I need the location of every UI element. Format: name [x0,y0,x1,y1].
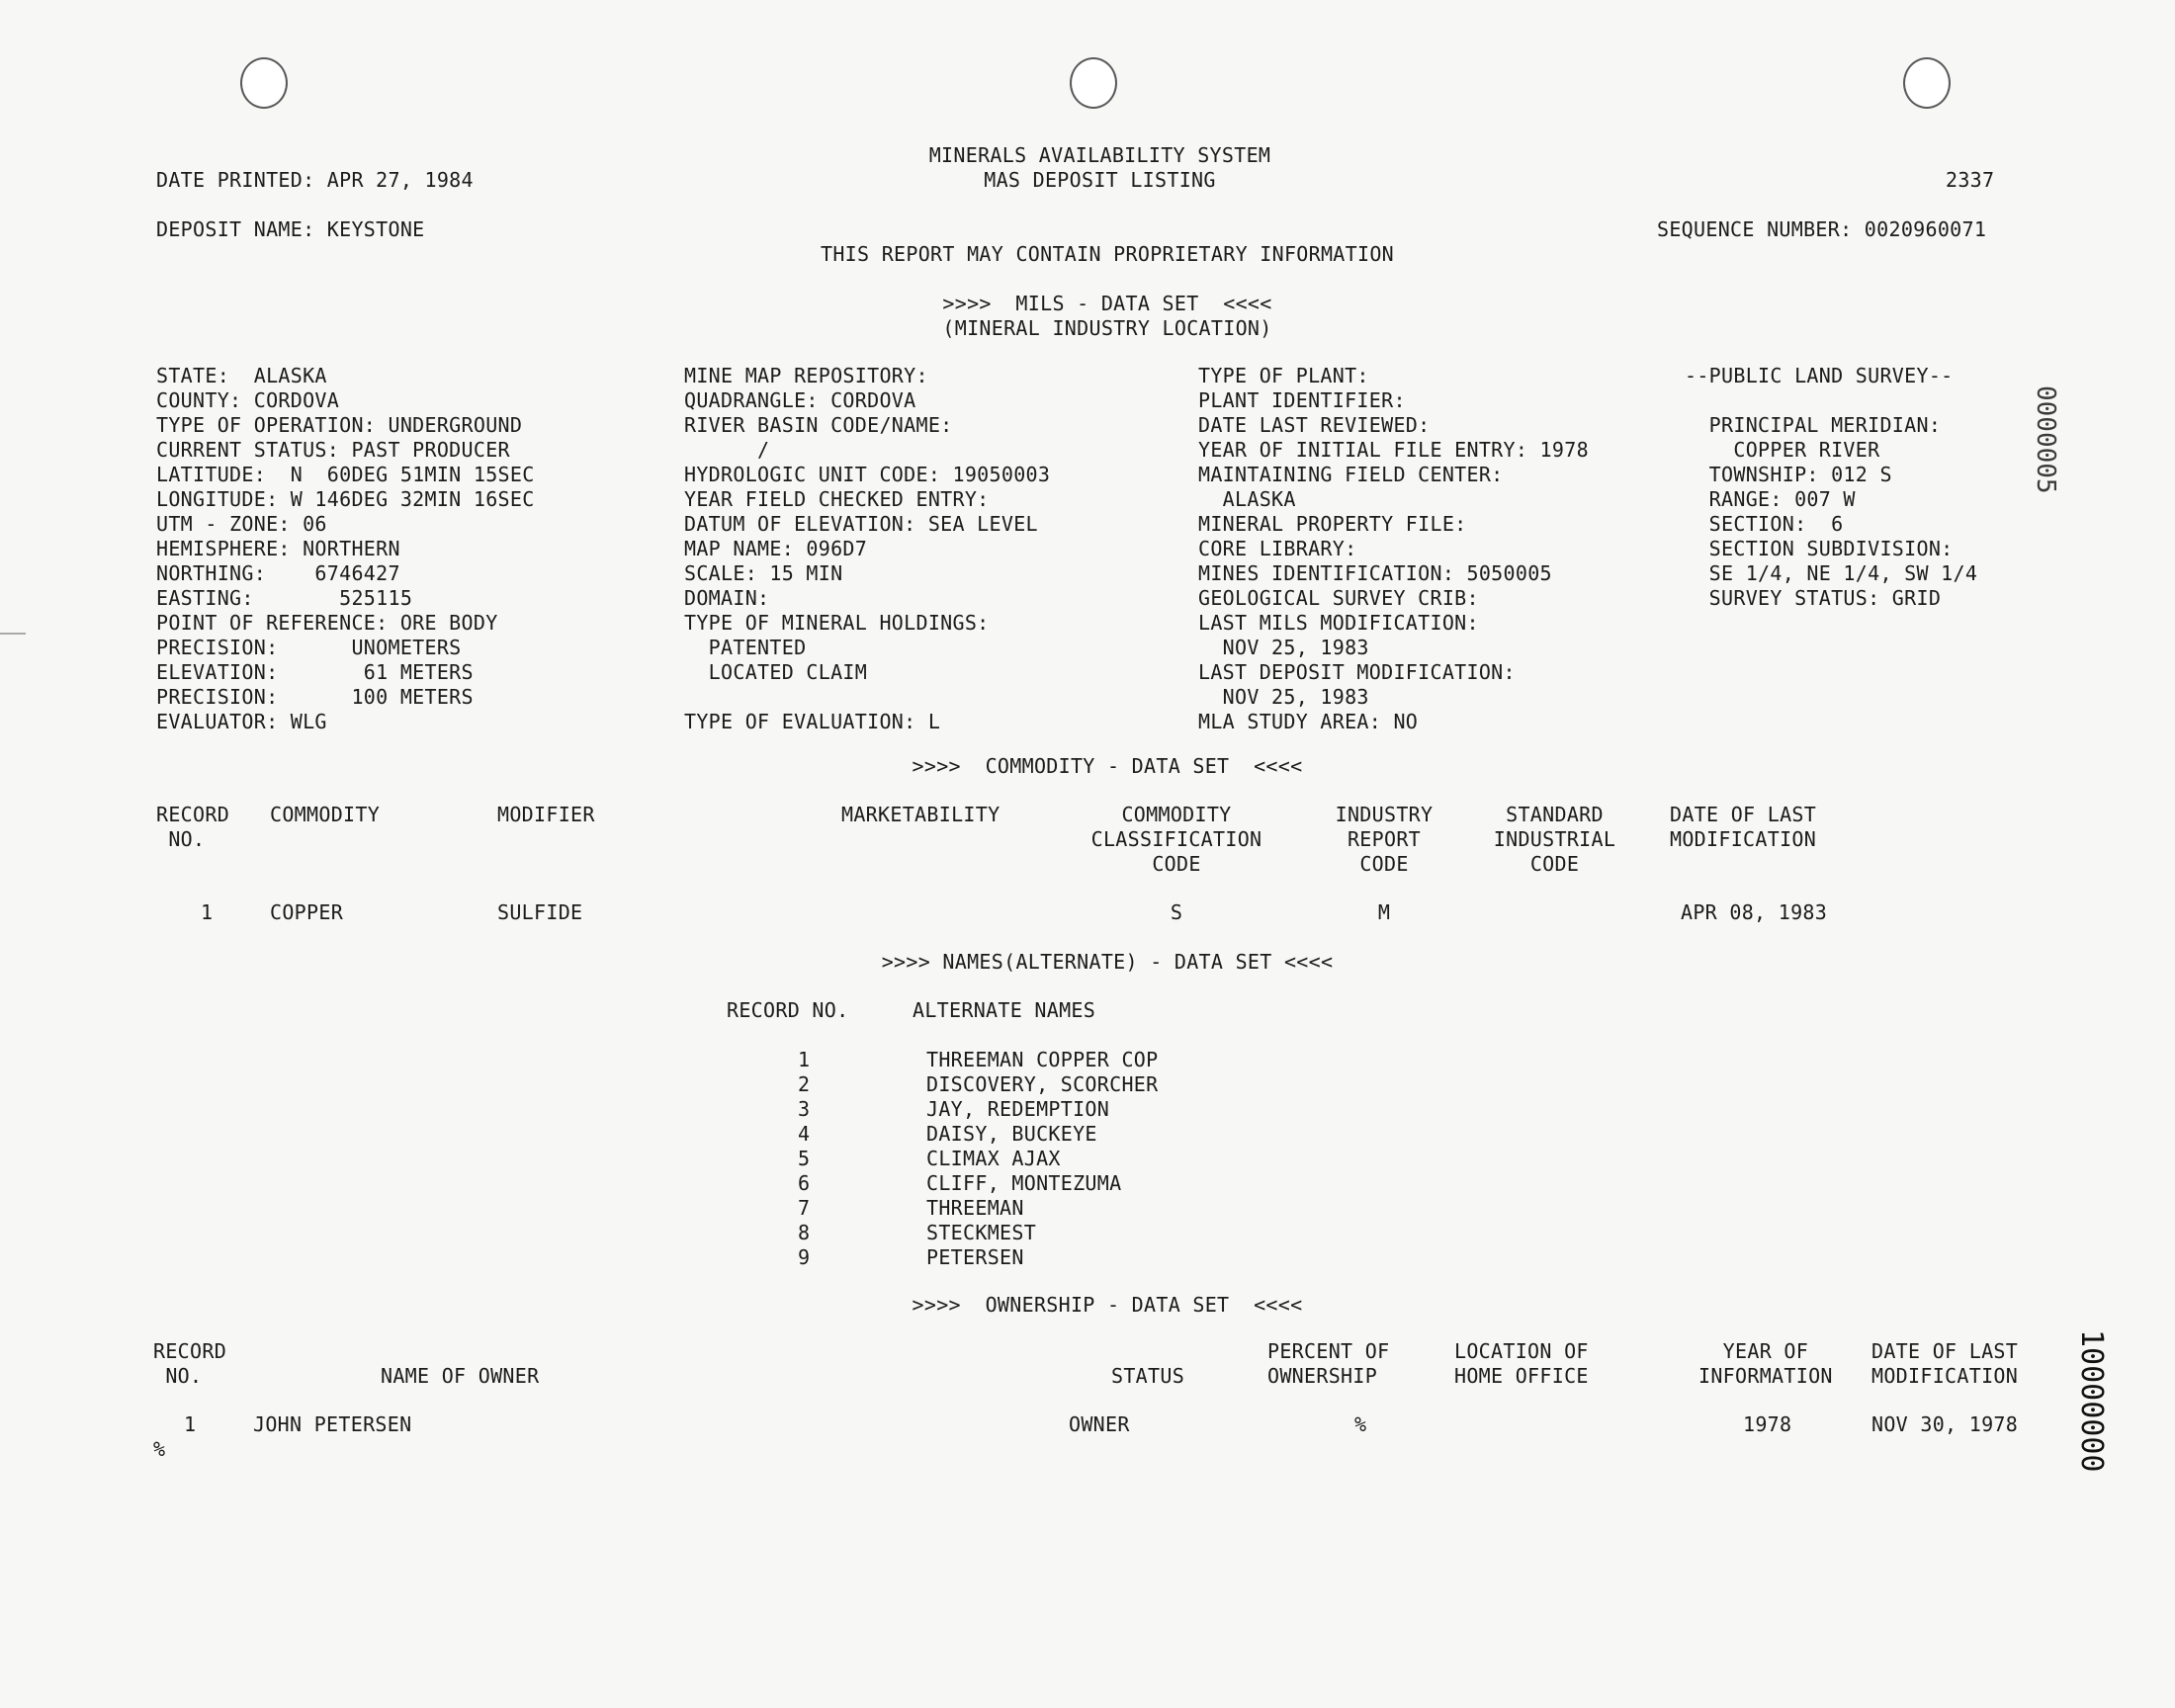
deposit-name: DEPOSIT NAME: KEYSTONE [156,217,425,241]
ownership-footer-mark: % [153,1437,166,1461]
mils-field: YEAR OF INITIAL FILE ENTRY: 1978 [1198,438,1589,462]
margin-mark [0,633,26,635]
ownership-row-date: NOV 30, 1978 [1871,1412,2019,1436]
list-item: 4 [798,1122,811,1146]
mils-field: HEMISPHERE: NORTHERN [156,537,400,560]
mils-field: EVALUATOR: WLG [156,710,327,733]
mils-field: DOMAIN: [684,586,770,610]
commodity-header-sic: STANDARD INDUSTRIAL CODE [1493,803,1616,876]
margin-stamp-lower: 10000000 [2074,1329,2109,1473]
mils-field: ELEVATION: 61 METERS [156,660,474,684]
mils-field: QUADRANGLE: CORDOVA [684,388,916,412]
ownership-header-percent: PERCENT OF OWNERSHIP [1267,1339,1390,1388]
mils-field: LOCATED CLAIM [684,660,868,684]
mils-field: PRECISION: UNOMETERS [156,636,462,659]
mils-field: LATITUDE: N 60DEG 51MIN 15SEC [156,463,535,486]
mils-field: PATENTED [684,636,807,659]
mils-field: GEOLOGICAL SURVEY CRIB: [1198,586,1479,610]
commodity-row-modifier: SULFIDE [497,900,583,924]
list-item: JAY, REDEMPTION [926,1097,1110,1121]
commodity-row-record: 1 [201,900,214,924]
commodity-section-title: >>>> COMMODITY - DATA SET <<<< [912,754,1303,778]
survey-field: --PUBLIC LAND SURVEY-- [1685,364,1954,387]
mils-field: TYPE OF MINERAL HOLDINGS: [684,611,990,635]
list-item: 7 [798,1196,811,1220]
list-item: 5 [798,1147,811,1170]
mils-field: MINERAL PROPERTY FILE: [1198,512,1467,536]
punch-hole-center [1070,57,1117,109]
mils-field: TYPE OF OPERATION: UNDERGROUND [156,413,523,437]
mils-field: DATE LAST REVIEWED: [1198,413,1431,437]
ownership-header-record: RECORD NO. [153,1339,227,1388]
names-alternate-list [926,1048,1158,1270]
mils-field: MLA STUDY AREA: NO [1198,710,1419,733]
mils-field: CORE LIBRARY: [1198,537,1357,560]
punch-hole-left [240,57,288,109]
mils-field: PLANT IDENTIFIER: [1198,388,1406,412]
mils-field: CURRENT STATUS: PAST PRODUCER [156,438,510,462]
names-header-names: ALTERNATE NAMES [913,998,1096,1022]
mils-field: MINES IDENTIFICATION: 5050005 [1198,561,1552,585]
mils-field: MAP NAME: 096D7 [684,537,868,560]
commodity-row-commodity: COPPER [270,900,344,924]
proprietary-notice: THIS REPORT MAY CONTAIN PROPRIETARY INFORMATION [820,242,1395,266]
mils-field: UTM - ZONE: 06 [156,512,327,536]
commodity-row-date: APR 08, 1983 [1681,900,1828,924]
mils-admin-column [1198,364,1589,734]
list-item: DAISY, BUCKEYE [926,1122,1097,1146]
mils-map-column [684,364,1050,734]
commodity-header-marketability: MARKETABILITY [841,803,1000,826]
listing-title: MAS DEPOSIT LISTING [984,168,1216,192]
commodity-header-commodity: COMMODITY [270,803,381,826]
list-item: DISCOVERY, SCORCHER [926,1072,1159,1096]
mils-field: COUNTY: CORDOVA [156,388,340,412]
list-item: THREEMAN [926,1196,1024,1220]
survey-field [1685,388,1977,413]
survey-field: COPPER RIVER [1685,438,1880,462]
survey-field: SECTION: 6 [1685,512,1844,536]
mils-field: SCALE: 15 MIN [684,561,843,585]
survey-field: SURVEY STATUS: GRID [1685,586,1942,610]
commodity-header-date: DATE OF LAST MODIFICATION [1670,803,1817,851]
list-item: STECKMEST [926,1221,1037,1244]
ownership-section-title: >>>> OWNERSHIP - DATA SET <<<< [912,1293,1303,1317]
list-item: PETERSEN [926,1245,1024,1269]
public-land-survey-column [1685,364,1977,611]
list-item: 9 [798,1245,811,1269]
ownership-header-owner: NAME OF OWNER [381,1364,540,1388]
mils-section-subtitle: (MINERAL INDUSTRY LOCATION) [942,316,1272,340]
mils-field: STATE: ALASKA [156,364,327,387]
mils-field: YEAR FIELD CHECKED ENTRY: [684,487,990,511]
ownership-header-status: STATUS [1111,1364,1185,1388]
commodity-row-industry: M [1377,900,1391,924]
system-title: MINERALS AVAILABILITY SYSTEM [928,143,1271,167]
list-item: 3 [798,1097,811,1121]
mils-field: DATUM OF ELEVATION: SEA LEVEL [684,512,1038,536]
ownership-header-date: DATE OF LAST MODIFICATION [1871,1339,2019,1388]
ownership-header-location: LOCATION OF HOME OFFICE [1454,1339,1589,1388]
mils-field: PRECISION: 100 METERS [156,685,474,709]
list-item: THREEMAN COPPER COP [926,1048,1159,1071]
commodity-header-record: RECORD NO. [156,803,230,851]
survey-field: TOWNSHIP: 012 S [1685,463,1892,486]
survey-field: SE 1/4, NE 1/4, SW 1/4 [1685,561,1978,585]
mils-field: MINE MAP REPOSITORY: [684,364,928,387]
mils-field: ALASKA [1198,487,1296,511]
list-item: CLIFF, MONTEZUMA [926,1171,1122,1195]
mils-section-title: >>>> MILS - DATA SET <<<< [942,292,1272,315]
ownership-row-year: 1978 [1743,1412,1792,1436]
page-number: 2337 [1946,168,1995,192]
mils-field: / [684,438,770,462]
ownership-row-owner: JOHN PETERSEN [253,1412,412,1436]
commodity-header-industry: INDUSTRY REPORT CODE [1335,803,1434,876]
commodity-row-classification: S [1170,900,1183,924]
survey-field: RANGE: 007 W [1685,487,1856,511]
mils-field: LONGITUDE: W 146DEG 32MIN 16SEC [156,487,535,511]
list-item: 6 [798,1171,811,1195]
commodity-header-modifier: MODIFIER [497,803,595,826]
mils-field: MAINTAINING FIELD CENTER: [1198,463,1504,486]
list-item: CLIMAX AJAX [926,1147,1061,1170]
mils-field: RIVER BASIN CODE/NAME: [684,413,953,437]
survey-field: PRINCIPAL MERIDIAN: [1685,413,1942,437]
mils-field [684,685,1050,710]
ownership-header-year: YEAR OF INFORMATION [1698,1339,1833,1388]
mils-field: TYPE OF EVALUATION: L [684,710,941,733]
list-item: 2 [798,1072,811,1096]
names-record-numbers [798,1048,810,1270]
mils-field: POINT OF REFERENCE: ORE BODY [156,611,498,635]
commodity-header-classification: COMMODITY CLASSIFICATION CODE [1090,803,1262,876]
mils-field: TYPE OF PLANT: [1198,364,1369,387]
list-item: 1 [798,1048,811,1071]
mils-location-column [156,364,535,734]
mils-field: NOV 25, 1983 [1198,636,1369,659]
mils-field: EASTING: 525115 [156,586,413,610]
ownership-row-percent: % [1354,1412,1367,1436]
mils-field: LAST DEPOSIT MODIFICATION: [1198,660,1516,684]
names-section-title: >>>> NAMES(ALTERNATE) - DATA SET <<<< [881,950,1334,974]
mils-field: HYDROLOGIC UNIT CODE: 19050003 [684,463,1051,486]
sequence-number: SEQUENCE NUMBER: 0020960071 [1657,217,1987,241]
date-printed: DATE PRINTED: APR 27, 1984 [156,168,474,192]
margin-stamp-upper: 0000005 [2031,385,2060,494]
ownership-row-status: OWNER [1069,1412,1130,1436]
list-item: 8 [798,1221,811,1244]
names-header-record: RECORD NO. [727,998,849,1022]
punch-hole-right [1903,57,1951,109]
mils-field: NOV 25, 1983 [1198,685,1369,709]
ownership-row-record: 1 [184,1412,197,1436]
mils-field: LAST MILS MODIFICATION: [1198,611,1479,635]
mils-field: NORTHING: 6746427 [156,561,400,585]
survey-field: SECTION SUBDIVISION: [1685,537,1954,560]
